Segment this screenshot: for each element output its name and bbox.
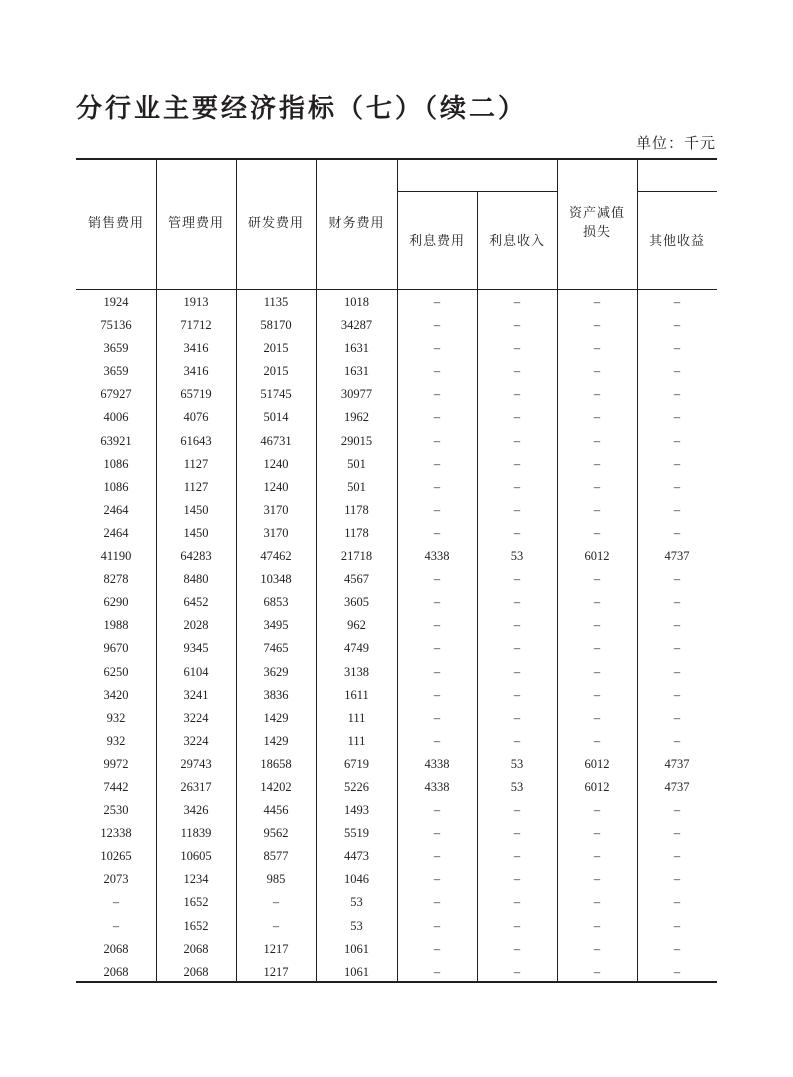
table-cell: – [593, 826, 601, 841]
table-cell: 1988 [103, 618, 129, 633]
table-cell: 1240 [263, 479, 289, 494]
table-cell: – [593, 364, 601, 379]
table-cell: 1611 [344, 687, 369, 702]
table-cell: 4567 [344, 572, 369, 587]
table-cell: 2015 [263, 341, 289, 356]
table-cell: 67927 [100, 387, 132, 402]
table-cell: 47462 [260, 549, 292, 564]
table-cell: – [593, 664, 601, 679]
table-cell: 2015 [263, 364, 289, 379]
table-cell: 4456 [263, 803, 289, 818]
column-header: 利息费用 [408, 234, 465, 249]
table-cell: 1135 [263, 295, 289, 309]
table-row [76, 822, 717, 845]
table-cell: – [513, 410, 521, 425]
table-cell: 3241 [183, 687, 209, 702]
table-cell: 58170 [260, 318, 292, 333]
table-row [76, 961, 717, 984]
table-cell: 6290 [103, 595, 129, 610]
table-cell: – [673, 318, 681, 333]
table-cell: 4737 [664, 756, 690, 771]
table-row [76, 337, 717, 360]
table-cell: 3629 [263, 664, 289, 679]
table-cell: – [433, 364, 441, 379]
table-cell: – [673, 803, 681, 818]
table-cell: 4338 [424, 549, 450, 564]
table-cell: – [593, 687, 601, 702]
table-row [76, 522, 717, 545]
table-cell: – [513, 433, 521, 448]
table-cell: – [513, 710, 521, 725]
table-cell: – [593, 849, 601, 864]
table-cell: 6452 [183, 595, 209, 610]
table-cell: 3416 [183, 341, 209, 356]
table-cell: 3420 [103, 687, 129, 702]
table-cell: – [673, 479, 681, 494]
table-cell: 1127 [183, 456, 209, 471]
table-cell: 11839 [180, 826, 212, 841]
table-cell: 1061 [344, 964, 369, 979]
table-row [76, 799, 717, 822]
table-cell: – [673, 433, 681, 448]
table-cell: – [433, 341, 441, 356]
table-cell: – [673, 918, 681, 933]
table-cell: – [673, 710, 681, 725]
table-cell: 3224 [183, 710, 209, 725]
table-cell: – [513, 641, 521, 656]
column-header: 研发费用 [247, 216, 304, 231]
table-cell: 2464 [103, 502, 129, 517]
table-cell: 10348 [260, 572, 292, 587]
table-cell: – [593, 895, 601, 910]
table-cell: 501 [347, 479, 366, 494]
table-row [76, 614, 717, 637]
table-cell: 2068 [183, 964, 209, 979]
table-cell: 1046 [344, 872, 369, 887]
table-cell: 1652 [183, 918, 209, 933]
table-cell: 5226 [344, 779, 369, 794]
table-cell: 985 [266, 872, 286, 887]
table-cell: 9562 [263, 826, 289, 841]
table-cell: – [433, 964, 441, 979]
table-cell: 7442 [103, 779, 129, 794]
table-cell: 41190 [100, 549, 132, 564]
table-row [76, 383, 717, 406]
table-cell: 6250 [103, 664, 129, 679]
table-cell: 9972 [103, 756, 129, 771]
table-cell: 12338 [100, 826, 132, 841]
table-cell: – [513, 733, 521, 748]
table-cell: 1652 [183, 895, 209, 910]
table-cell: 18658 [260, 756, 292, 771]
table-cell: – [673, 525, 681, 540]
table-cell: – [673, 872, 681, 887]
table-cell: – [513, 295, 521, 309]
table-cell: 501 [347, 456, 366, 471]
table-cell: – [433, 803, 441, 818]
table-cell: – [513, 502, 521, 517]
table-cell: 3605 [344, 595, 369, 610]
table-cell: – [673, 826, 681, 841]
table-row [76, 360, 717, 383]
table-cell: – [593, 479, 601, 494]
table-cell: 962 [347, 618, 366, 633]
table-cell: – [673, 502, 681, 517]
table-cell: – [513, 525, 521, 540]
table-cell: – [433, 664, 441, 679]
table-cell: – [673, 895, 681, 910]
table-cell: – [433, 479, 441, 494]
table-cell: 3138 [344, 664, 369, 679]
table-cell: – [593, 502, 601, 517]
table-cell: 64283 [180, 549, 212, 564]
table-cell: – [593, 387, 601, 402]
table-cell: 34287 [340, 318, 373, 333]
table-cell: – [593, 872, 601, 887]
table-cell: 1217 [263, 964, 289, 979]
table-row [76, 314, 717, 337]
table-cell: 14202 [260, 779, 292, 794]
table-cell: – [513, 964, 521, 979]
table-cell: – [433, 318, 441, 333]
data-table [76, 158, 717, 983]
table-cell: – [513, 941, 521, 956]
table-cell: 1962 [344, 410, 369, 425]
table-cell: 10265 [100, 849, 132, 864]
table-cell: – [513, 572, 521, 587]
table-cell: – [433, 710, 441, 725]
table-cell: 3426 [183, 803, 209, 818]
table-cell: 5014 [263, 410, 289, 425]
table-cell: – [673, 387, 681, 402]
table-cell: – [673, 849, 681, 864]
table-cell: 2068 [103, 964, 129, 979]
table-row [76, 891, 717, 914]
table-cell: 1127 [183, 479, 209, 494]
table-row [76, 915, 717, 938]
table-cell: – [433, 687, 441, 702]
column-header: 管理费用 [167, 216, 224, 231]
table-cell: 53 [350, 918, 363, 933]
table-cell: – [513, 803, 521, 818]
table-row [76, 453, 717, 476]
column-header: 销售费用 [87, 216, 144, 231]
table-cell: – [593, 964, 601, 979]
table-cell: 29743 [180, 756, 212, 771]
table-cell: – [593, 295, 601, 309]
table-cell: 111 [347, 710, 366, 725]
table-cell: 6719 [344, 756, 369, 771]
table-cell: – [433, 595, 441, 610]
table-cell: – [673, 595, 681, 610]
table-cell: – [673, 295, 681, 309]
table-cell: – [513, 895, 521, 910]
table-row [76, 661, 717, 684]
table-cell: 8278 [103, 572, 129, 587]
table-cell: – [673, 410, 681, 425]
table-cell: 1631 [344, 341, 369, 356]
table-cell: 3170 [263, 525, 289, 540]
table-cell: – [673, 664, 681, 679]
table-cell: 3416 [183, 364, 209, 379]
table-cell: 63921 [100, 433, 132, 448]
table-cell: 53 [510, 779, 524, 794]
table-cell: – [513, 918, 521, 933]
table-row [76, 868, 717, 891]
table-cell: 2068 [103, 941, 129, 956]
table-cell: 1086 [103, 479, 129, 494]
table-row [76, 430, 717, 453]
table-row [76, 291, 717, 314]
table-cell: 4737 [664, 549, 690, 564]
table-cell: 1178 [344, 502, 369, 517]
table-cell: – [593, 710, 601, 725]
table-cell: – [513, 387, 521, 402]
table-cell: – [513, 687, 521, 702]
table-cell: 65719 [180, 387, 212, 402]
table-cell: 111 [347, 733, 366, 748]
table-cell: 3495 [263, 618, 289, 633]
table-cell: – [433, 849, 441, 864]
table-cell: – [272, 918, 280, 933]
table-row [76, 938, 717, 961]
table-cell: – [513, 849, 521, 864]
table-cell: – [593, 410, 601, 425]
table-cell: 1450 [183, 525, 209, 540]
table-cell: – [433, 387, 441, 402]
table-row [76, 499, 717, 522]
table-cell: 1178 [344, 525, 369, 540]
page-title: 分行业主要经济指标（七）（续二） [76, 94, 528, 124]
table-cell: 46731 [260, 433, 292, 448]
table-cell: – [673, 618, 681, 633]
table-cell: – [593, 525, 601, 540]
table-cell: – [593, 941, 601, 956]
table-cell: 3836 [263, 687, 289, 702]
table-cell: 1924 [103, 295, 129, 309]
table-cell: 53 [350, 895, 363, 910]
table-cell: – [513, 872, 521, 887]
table-cell: – [433, 641, 441, 656]
table-row [76, 684, 717, 707]
table-row [76, 568, 717, 591]
table-cell: 2530 [103, 803, 129, 818]
table-cell: – [673, 572, 681, 587]
table-cell: 4006 [103, 410, 129, 425]
group-header-rule [637, 191, 717, 192]
table-cell: – [593, 341, 601, 356]
table-row [76, 406, 717, 429]
table-cell: 26317 [180, 779, 212, 794]
table-cell: 8480 [183, 572, 209, 587]
table-cell: – [513, 479, 521, 494]
table-cell: 75136 [100, 318, 132, 333]
table-cell: – [513, 618, 521, 633]
table-cell: 1234 [183, 872, 209, 887]
table-cell: – [272, 895, 280, 910]
table-cell: – [433, 433, 441, 448]
unit-label: 单位：千元 [636, 134, 717, 152]
table-row [76, 730, 717, 753]
column-header: 利息收入 [488, 234, 545, 249]
table-cell: – [593, 456, 601, 471]
table-cell: 6012 [584, 549, 610, 564]
table-cell: – [433, 918, 441, 933]
table-cell: 7465 [263, 641, 289, 656]
column-header: 资产减值损失 [568, 206, 625, 240]
table-cell: 932 [106, 710, 126, 725]
table-cell: – [433, 502, 441, 517]
table-cell: – [433, 895, 441, 910]
table-cell: 4338 [424, 779, 450, 794]
table-cell: 2028 [183, 618, 209, 633]
table-cell: 2068 [183, 941, 209, 956]
table-cell: – [593, 641, 601, 656]
table-cell: – [513, 456, 521, 471]
table-cell: – [593, 572, 601, 587]
table-cell: – [673, 456, 681, 471]
table-cell: 1086 [103, 456, 129, 471]
table-cell: 6012 [584, 756, 610, 771]
table-cell: – [433, 410, 441, 425]
table-cell: 53 [510, 549, 524, 564]
table-cell: 1240 [263, 456, 289, 471]
table-cell: 30977 [340, 387, 373, 402]
table-cell: 9670 [103, 641, 129, 656]
table-cell: 1429 [263, 733, 289, 748]
table-row [76, 545, 717, 568]
table-cell: 6853 [263, 595, 289, 610]
table-cell: 2464 [103, 525, 129, 540]
table-row [76, 476, 717, 499]
table-cell: – [673, 687, 681, 702]
table-cell: – [593, 318, 601, 333]
table-cell: – [433, 456, 441, 471]
column-header: 财务费用 [328, 216, 385, 231]
table-cell: 1631 [344, 364, 369, 379]
table-cell: – [673, 364, 681, 379]
table-cell: – [513, 364, 521, 379]
table-cell: – [593, 618, 601, 633]
table-cell: 4076 [183, 410, 209, 425]
table-cell: 2073 [103, 872, 129, 887]
table-cell: – [593, 733, 601, 748]
table-cell: 61643 [180, 433, 212, 448]
table-cell: – [513, 341, 521, 356]
table-cell: 51745 [260, 387, 292, 402]
table-cell: – [673, 641, 681, 656]
table-cell: – [433, 733, 441, 748]
table-cell: 1450 [183, 502, 209, 517]
table-cell: 3659 [103, 364, 129, 379]
table-cell: – [513, 595, 521, 610]
table-row [76, 707, 717, 730]
table-cell: – [593, 918, 601, 933]
table-cell: 6012 [584, 779, 610, 794]
table-row [76, 845, 717, 868]
table-cell: 3224 [183, 733, 209, 748]
table-cell: 3170 [263, 502, 289, 517]
table-cell: – [433, 941, 441, 956]
table-cell: – [593, 803, 601, 818]
table-cell: 3659 [103, 341, 129, 356]
table-cell: 10605 [180, 849, 212, 864]
table-cell: 932 [106, 733, 126, 748]
table-cell: 9345 [183, 641, 209, 656]
table-cell: – [513, 826, 521, 841]
table-cell: – [513, 318, 521, 333]
table-cell: 4737 [664, 779, 690, 794]
table-cell: 4749 [344, 641, 369, 656]
table-cell: 4473 [344, 849, 369, 864]
table-cell: – [433, 826, 441, 841]
table-row [76, 591, 717, 614]
table-body [76, 291, 717, 984]
table-cell: – [433, 872, 441, 887]
table-cell: 1429 [263, 710, 289, 725]
table-cell: – [112, 895, 120, 910]
table-cell: 6104 [183, 664, 209, 679]
table-cell: 4338 [424, 756, 450, 771]
table-cell: – [673, 341, 681, 356]
table-cell: – [513, 664, 521, 679]
table-cell: 5519 [344, 826, 369, 841]
table-row [76, 637, 717, 660]
table-cell: – [433, 295, 441, 309]
group-header-rule [397, 191, 557, 192]
table-cell: 1018 [344, 295, 369, 309]
table-cell: 1217 [263, 941, 289, 956]
table-cell: 1061 [344, 941, 369, 956]
table-cell: 1913 [183, 295, 209, 309]
table-row [76, 753, 717, 776]
table-cell: – [673, 941, 681, 956]
table-cell: – [433, 572, 441, 587]
column-header: 其他收益 [648, 234, 705, 249]
table-cell: 29015 [340, 433, 373, 448]
table-cell: – [433, 525, 441, 540]
table-cell: – [433, 618, 441, 633]
table-cell: – [593, 595, 601, 610]
table-cell: 8577 [263, 849, 289, 864]
table-cell: – [673, 733, 681, 748]
table-cell: – [112, 918, 120, 933]
table-cell: – [593, 433, 601, 448]
table-cell: 53 [510, 756, 524, 771]
table-cell: 71712 [180, 318, 212, 333]
table-cell: 1493 [344, 803, 369, 818]
table-row [76, 776, 717, 799]
table-cell: – [673, 964, 681, 979]
table-cell: 21718 [340, 549, 373, 564]
